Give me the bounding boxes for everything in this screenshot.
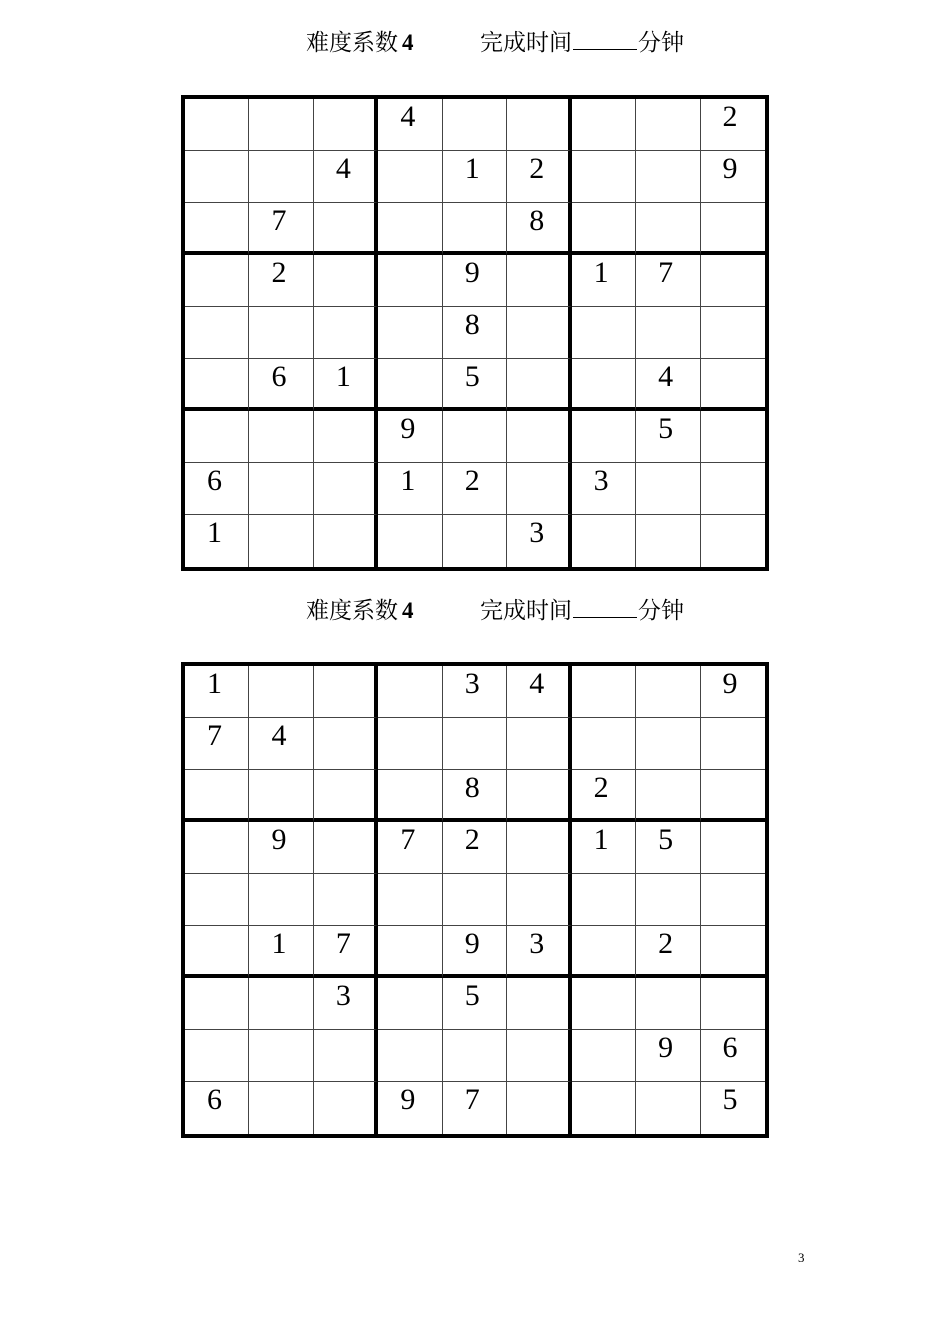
sudoku-cell[interactable]	[636, 307, 700, 359]
cell-digit: 4	[400, 100, 416, 133]
cell-digit: 3	[464, 667, 480, 700]
sudoku-cell[interactable]	[314, 770, 378, 822]
puzzle-1-header	[0, 23, 950, 63]
cell-digit: 1	[207, 667, 222, 700]
sudoku-cell[interactable]	[572, 978, 636, 1030]
sudoku-cell[interactable]	[185, 770, 249, 822]
sudoku-grid-1	[181, 95, 769, 571]
sudoku-cell[interactable]	[572, 666, 636, 718]
cell-digit: 1	[400, 464, 416, 497]
sudoku-cell[interactable]	[507, 978, 571, 1030]
sudoku-cell[interactable]	[314, 203, 378, 255]
sudoku-cell[interactable]	[636, 1082, 700, 1134]
sudoku-cell[interactable]	[314, 99, 378, 151]
sudoku-cell[interactable]	[443, 255, 507, 307]
sudoku-cell[interactable]	[443, 151, 507, 203]
sudoku-cell[interactable]	[701, 1082, 765, 1134]
cell-digit: 1	[593, 256, 609, 289]
sudoku-cell[interactable]	[701, 926, 765, 978]
sudoku-cell[interactable]	[249, 718, 313, 770]
cell-digit: 7	[464, 1083, 480, 1116]
sudoku-cell[interactable]	[443, 874, 507, 926]
cell-digit: 7	[335, 927, 351, 960]
cell-digit: 9	[658, 1031, 674, 1064]
sudoku-cell[interactable]	[185, 151, 249, 203]
sudoku-cell[interactable]	[701, 411, 765, 463]
sudoku-cell[interactable]	[572, 99, 636, 151]
cell-digit: 9	[464, 256, 480, 289]
cell-digit: 3	[529, 516, 545, 549]
sudoku-cell[interactable]	[378, 874, 442, 926]
puzzle-2-header	[0, 591, 950, 631]
sudoku-cell[interactable]	[572, 1030, 636, 1082]
sudoku-cell[interactable]	[701, 822, 765, 874]
sudoku-cell[interactable]	[572, 203, 636, 255]
sudoku-cell[interactable]	[378, 99, 442, 151]
sudoku-cell[interactable]	[507, 666, 571, 718]
sudoku-cell[interactable]	[443, 978, 507, 1030]
sudoku-cell[interactable]	[443, 411, 507, 463]
sudoku-cell[interactable]	[314, 978, 378, 1030]
sudoku-cell[interactable]	[314, 307, 378, 359]
sudoku-cell[interactable]	[572, 874, 636, 926]
cell-digit: 8	[464, 308, 480, 341]
sudoku-cell[interactable]	[249, 255, 313, 307]
cell-digit: 7	[658, 256, 674, 289]
sudoku-cell[interactable]	[378, 463, 442, 515]
sudoku-cell[interactable]	[443, 359, 507, 411]
cell-digit: 9	[464, 927, 480, 960]
sudoku-cell[interactable]	[249, 203, 313, 255]
sudoku-cell[interactable]	[249, 463, 313, 515]
cell-digit: 4	[335, 152, 351, 185]
cell-digit: 4	[529, 667, 545, 700]
sudoku-cell[interactable]	[314, 1082, 378, 1134]
sudoku-cell[interactable]	[378, 1030, 442, 1082]
sudoku-cell[interactable]	[185, 718, 249, 770]
sudoku-cell[interactable]	[185, 978, 249, 1030]
page-number: 3	[798, 1250, 805, 1265]
sudoku-cell[interactable]	[443, 1030, 507, 1082]
sudoku-cell[interactable]	[314, 151, 378, 203]
sudoku-cell[interactable]	[443, 718, 507, 770]
sudoku-cell[interactable]	[443, 822, 507, 874]
time-blank-line[interactable]	[573, 616, 637, 618]
sudoku-cell[interactable]	[443, 99, 507, 151]
sudoku-cell[interactable]	[701, 978, 765, 1030]
sudoku-cell[interactable]	[249, 874, 313, 926]
sudoku-cell[interactable]	[314, 255, 378, 307]
sudoku-cell[interactable]	[572, 770, 636, 822]
sudoku-cell[interactable]	[636, 978, 700, 1030]
sudoku-cell[interactable]	[572, 515, 636, 567]
sudoku-cell[interactable]	[701, 203, 765, 255]
sudoku-cell[interactable]	[507, 1082, 571, 1134]
cell-digit: 9	[400, 412, 416, 445]
sudoku-cell[interactable]	[443, 203, 507, 255]
sudoku-cell[interactable]	[378, 151, 442, 203]
sudoku-cell[interactable]	[249, 515, 313, 567]
cell-digit: 4	[658, 360, 674, 393]
cell-digit: 6	[722, 1031, 738, 1064]
sudoku-cell[interactable]	[572, 463, 636, 515]
sudoku-cell[interactable]	[249, 411, 313, 463]
sudoku-cell[interactable]	[249, 666, 313, 718]
sudoku-cell[interactable]	[378, 515, 442, 567]
sudoku-cell[interactable]	[314, 359, 378, 411]
sudoku-cell[interactable]	[701, 718, 765, 770]
sudoku-cell[interactable]	[507, 874, 571, 926]
sudoku-cell[interactable]	[636, 463, 700, 515]
sudoku-cell[interactable]	[701, 307, 765, 359]
sudoku-cell[interactable]	[378, 359, 442, 411]
sudoku-cell[interactable]	[378, 978, 442, 1030]
sudoku-cell[interactable]	[314, 666, 378, 718]
sudoku-cell[interactable]	[185, 203, 249, 255]
sudoku-cell[interactable]	[314, 515, 378, 567]
sudoku-cell[interactable]	[185, 411, 249, 463]
sudoku-cell[interactable]	[314, 411, 378, 463]
sudoku-cell[interactable]	[314, 718, 378, 770]
cell-digit: 3	[335, 979, 351, 1012]
sudoku-cell[interactable]	[507, 99, 571, 151]
sudoku-cell[interactable]	[636, 926, 700, 978]
sudoku-cell[interactable]	[636, 515, 700, 567]
sudoku-cell[interactable]	[572, 926, 636, 978]
sudoku-cell[interactable]	[636, 359, 700, 411]
difficulty-value: 4	[402, 30, 414, 55]
sudoku-cell[interactable]	[572, 359, 636, 411]
cell-digit: 5	[658, 412, 674, 445]
cell-digit: 8	[464, 771, 480, 804]
sudoku-cell[interactable]	[443, 926, 507, 978]
sudoku-cell[interactable]	[572, 411, 636, 463]
sudoku-grid-2	[181, 662, 769, 1138]
cell-digit: 1	[207, 516, 222, 549]
sudoku-cell[interactable]	[507, 770, 571, 822]
cell-digit: 6	[271, 360, 287, 393]
sudoku-cell[interactable]	[507, 926, 571, 978]
cell-digit: 5	[464, 360, 480, 393]
sudoku-cell[interactable]	[636, 1030, 700, 1082]
sudoku-cell[interactable]	[249, 822, 313, 874]
sudoku-cell[interactable]	[443, 1082, 507, 1134]
sudoku-cell[interactable]	[507, 463, 571, 515]
sudoku-cell[interactable]	[249, 151, 313, 203]
difficulty-label: 难度系数 4	[306, 30, 414, 55]
sudoku-cell[interactable]	[572, 307, 636, 359]
sudoku-cell[interactable]	[249, 926, 313, 978]
sudoku-cell[interactable]	[443, 515, 507, 567]
sudoku-cell[interactable]	[701, 463, 765, 515]
sudoku-cell[interactable]	[185, 1082, 249, 1134]
cell-digit: 2	[722, 100, 738, 133]
sudoku-cell[interactable]	[572, 151, 636, 203]
sudoku-cell[interactable]	[636, 411, 700, 463]
sudoku-cell[interactable]	[378, 822, 442, 874]
sudoku-cell[interactable]	[443, 307, 507, 359]
sudoku-cell[interactable]	[701, 255, 765, 307]
sudoku-cell[interactable]	[443, 666, 507, 718]
sudoku-cell[interactable]	[314, 926, 378, 978]
sudoku-cell[interactable]	[378, 718, 442, 770]
cell-digit: 7	[207, 719, 222, 752]
sudoku-cell[interactable]	[572, 822, 636, 874]
completion-time-label: 完成时间 分钟	[480, 598, 684, 623]
sudoku-cell[interactable]	[185, 822, 249, 874]
cell-digit: 9	[400, 1083, 416, 1116]
sudoku-cell[interactable]	[701, 359, 765, 411]
sudoku-cell[interactable]	[249, 307, 313, 359]
sudoku-cell[interactable]	[636, 666, 700, 718]
sudoku-cell[interactable]	[378, 411, 442, 463]
cell-digit: 2	[464, 823, 480, 856]
sudoku-cell[interactable]	[507, 411, 571, 463]
sudoku-cell[interactable]	[185, 359, 249, 411]
sudoku-cell[interactable]	[636, 203, 700, 255]
sudoku-cell[interactable]	[507, 307, 571, 359]
cell-digit: 9	[722, 667, 738, 700]
sudoku-cell[interactable]	[378, 203, 442, 255]
sudoku-cell[interactable]	[636, 255, 700, 307]
sudoku-cell[interactable]	[249, 978, 313, 1030]
sudoku-cell[interactable]	[701, 151, 765, 203]
sudoku-cell[interactable]	[701, 99, 765, 151]
sudoku-cell[interactable]	[507, 255, 571, 307]
sudoku-cell[interactable]	[185, 1030, 249, 1082]
sudoku-cell[interactable]	[507, 359, 571, 411]
sudoku-cell[interactable]	[249, 770, 313, 822]
cell-digit: 9	[722, 152, 738, 185]
sudoku-cell[interactable]	[249, 1030, 313, 1082]
sudoku-cell[interactable]	[378, 307, 442, 359]
sudoku-cell[interactable]	[701, 666, 765, 718]
cell-digit: 7	[400, 823, 416, 856]
difficulty-value: 4	[402, 598, 414, 623]
cell-digit: 1	[464, 152, 480, 185]
difficulty-label: 难度系数 4	[306, 598, 414, 623]
cell-digit: 8	[529, 204, 545, 237]
sudoku-cell[interactable]	[185, 515, 249, 567]
sudoku-cell[interactable]	[507, 718, 571, 770]
sudoku-cell[interactable]	[636, 99, 700, 151]
sudoku-cell[interactable]	[185, 926, 249, 978]
sudoku-cell[interactable]	[378, 770, 442, 822]
cell-digit: 9	[271, 823, 287, 856]
sudoku-cell[interactable]	[572, 718, 636, 770]
sudoku-cell[interactable]	[378, 666, 442, 718]
sudoku-cell[interactable]	[185, 463, 249, 515]
sudoku-cell[interactable]	[636, 874, 700, 926]
cell-digit: 6	[207, 1083, 222, 1116]
sudoku-cell[interactable]	[378, 1082, 442, 1134]
sudoku-cell[interactable]	[249, 359, 313, 411]
sudoku-cell[interactable]	[636, 718, 700, 770]
sudoku-cell[interactable]	[185, 307, 249, 359]
sudoku-cell[interactable]	[701, 874, 765, 926]
sudoku-cell[interactable]	[572, 1082, 636, 1134]
cell-digit: 4	[271, 719, 287, 752]
cell-digit: 5	[658, 823, 674, 856]
cell-digit: 6	[207, 464, 222, 497]
cell-digit: 5	[464, 979, 480, 1012]
sudoku-cell[interactable]	[185, 874, 249, 926]
sudoku-cell[interactable]	[443, 770, 507, 822]
sudoku-cell[interactable]	[507, 515, 571, 567]
cell-digit: 2	[271, 256, 287, 289]
cell-digit: 3	[529, 927, 545, 960]
cell-digit: 7	[271, 204, 287, 237]
sudoku-cell[interactable]	[314, 1030, 378, 1082]
sudoku-cell[interactable]	[249, 99, 313, 151]
cell-digit: 5	[722, 1083, 738, 1116]
cell-digit: 2	[658, 927, 674, 960]
sudoku-cell[interactable]	[701, 515, 765, 567]
cell-digit: 2	[529, 152, 545, 185]
sudoku-cell[interactable]	[507, 151, 571, 203]
sudoku-cell[interactable]	[378, 926, 442, 978]
sudoku-cell[interactable]	[701, 770, 765, 822]
completion-time-label: 完成时间 分钟	[480, 30, 684, 55]
sudoku-cell[interactable]	[636, 151, 700, 203]
sudoku-cell[interactable]	[185, 255, 249, 307]
sudoku-cell[interactable]	[378, 255, 442, 307]
sudoku-cell[interactable]	[443, 463, 507, 515]
sudoku-cell[interactable]	[507, 203, 571, 255]
sudoku-cell[interactable]	[572, 255, 636, 307]
sudoku-cell[interactable]	[314, 822, 378, 874]
sudoku-cell[interactable]	[314, 874, 378, 926]
sudoku-cell[interactable]	[507, 822, 571, 874]
sudoku-cell[interactable]	[185, 99, 249, 151]
cell-digit: 3	[593, 464, 609, 497]
sudoku-cell[interactable]	[701, 1030, 765, 1082]
sudoku-cell[interactable]	[314, 463, 378, 515]
cell-digit: 1	[271, 927, 287, 960]
cell-digit: 2	[593, 771, 609, 804]
sudoku-cell[interactable]	[185, 666, 249, 718]
sudoku-cell[interactable]	[249, 1082, 313, 1134]
sudoku-cell[interactable]	[636, 770, 700, 822]
cell-digit: 2	[464, 464, 480, 497]
sudoku-cell[interactable]	[507, 1030, 571, 1082]
cell-digit: 1	[593, 823, 609, 856]
time-blank-line[interactable]	[573, 48, 637, 50]
cell-digit: 1	[335, 360, 351, 393]
sudoku-cell[interactable]	[636, 822, 700, 874]
